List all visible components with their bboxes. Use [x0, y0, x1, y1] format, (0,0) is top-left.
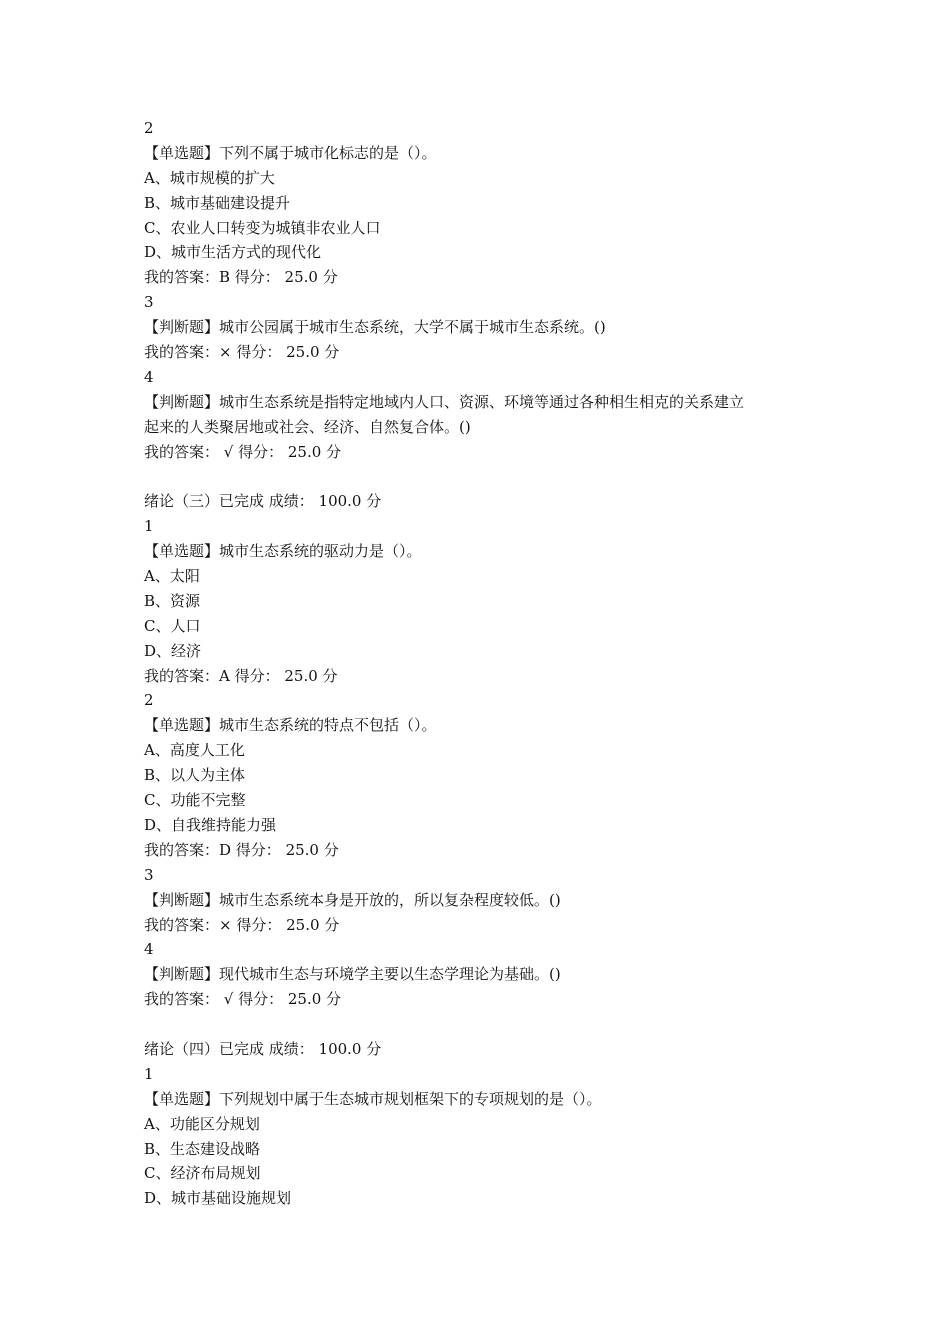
option-c: C、农业人口转变为城镇非农业人口 [144, 218, 381, 237]
option-d: D、经济 [144, 641, 202, 660]
section-gap [144, 1012, 824, 1037]
option-d: D、城市生活方式的现代化 [144, 243, 322, 262]
question-text: 【判断题】现代城市生态与环境学主要以生态学理论为基础。() [144, 965, 561, 984]
question-block [144, 116, 824, 290]
question-text: 【判断题】城市公园属于城市生态系统，大学不属于城市生态系统。() [144, 318, 606, 337]
question-text: 【单选题】下列规划中属于生态城市规划框架下的专项规划的是（）。 [144, 1089, 602, 1108]
section-header: 绪论（三）已完成 成绩： 100.0 分 [144, 492, 382, 511]
question-block [144, 688, 824, 862]
section-block [144, 489, 824, 1012]
option-c: C、人口 [144, 616, 201, 635]
question-number: 4 [144, 940, 154, 959]
my-answer: 我的答案：B 得分： 25.0 分 [144, 268, 338, 287]
question-number: 2 [144, 691, 154, 710]
my-answer: 我的答案：D 得分： 25.0 分 [144, 840, 339, 859]
question-block [144, 290, 824, 365]
question-text-line1: 【判断题】城市生态系统是指特定地域内人口、资源、环境等通过各种相生相克的关系建立 [144, 392, 745, 411]
question-number: 2 [144, 119, 154, 137]
option-b: B、资源 [144, 591, 201, 610]
document-page [144, 116, 824, 1211]
question-block [144, 863, 824, 938]
question-text: 【单选题】下列不属于城市化标志的是（）。 [144, 143, 437, 162]
question-number: 4 [144, 367, 154, 386]
question-text: 【单选题】城市生态系统的驱动力是（）。 [144, 542, 422, 561]
my-answer: 我的答案： √ 得分： 25.0 分 [144, 442, 342, 461]
section-block [144, 1037, 824, 1211]
section-gap [144, 464, 824, 489]
my-answer: 我的答案： √ 得分： 25.0 分 [144, 990, 342, 1009]
question-text: 【判断题】城市生态系统本身是开放的，所以复杂程度较低。() [144, 890, 561, 909]
option-a: A、功能区分规划 [144, 1114, 260, 1133]
option-b: B、城市基础建设提升 [144, 193, 291, 212]
option-c: C、经济布局规划 [144, 1164, 261, 1183]
option-b: B、生态建设战略 [144, 1139, 261, 1158]
option-d: D、城市基础设施规划 [144, 1189, 292, 1208]
question-text: 【单选题】城市生态系统的特点不包括（）。 [144, 716, 437, 735]
question-block [144, 365, 824, 465]
question-block [144, 514, 824, 688]
option-a: A、高度人工化 [144, 741, 245, 760]
my-answer: 我的答案：× 得分： 25.0 分 [144, 915, 340, 934]
question-block [144, 1062, 824, 1211]
question-number: 1 [144, 517, 154, 536]
option-c: C、功能不完整 [144, 791, 246, 810]
option-b: B、以人为主体 [144, 766, 246, 785]
question-number: 3 [144, 865, 154, 884]
option-d: D、自我维持能力强 [144, 815, 277, 834]
question-number: 3 [144, 293, 154, 312]
my-answer: 我的答案：× 得分： 25.0 分 [144, 343, 340, 362]
option-a: A、城市规模的扩大 [144, 168, 275, 187]
question-block [144, 937, 824, 1012]
question-text-line2: 起来的人类聚居地或社会、经济、自然复合体。() [144, 417, 471, 436]
section-header: 绪论（四）已完成 成绩： 100.0 分 [144, 1039, 382, 1058]
option-a: A、太阳 [144, 567, 200, 586]
question-number: 1 [144, 1064, 154, 1083]
my-answer: 我的答案：A 得分： 25.0 分 [144, 666, 338, 685]
